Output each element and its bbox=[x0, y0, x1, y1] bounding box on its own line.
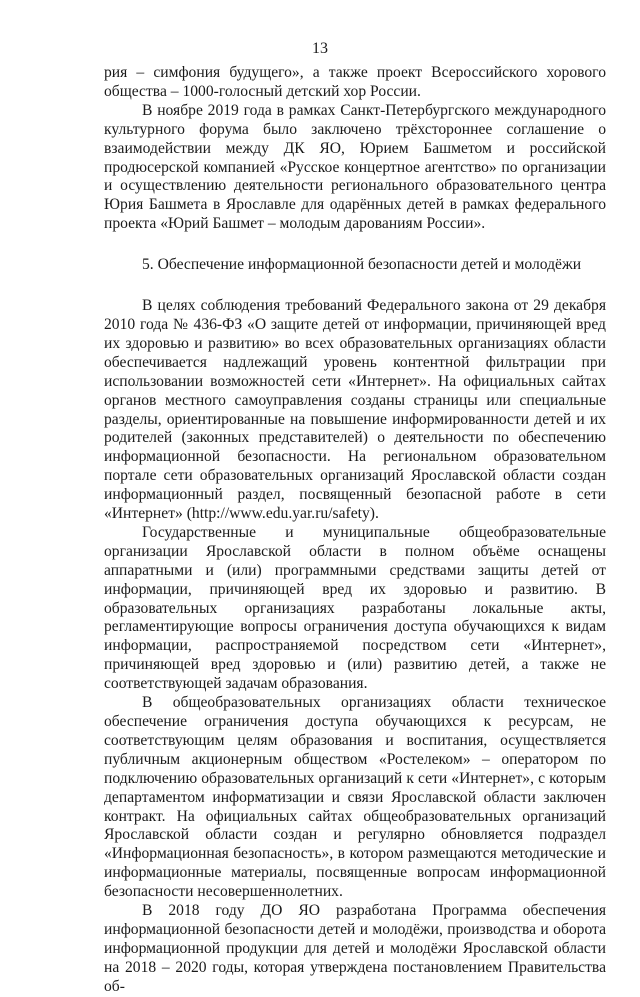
paragraph-program-2018: В 2018 году ДО ЯО разработана Программа обеспечения информационной безопасности детей и молодёжи, производства и оборота информационной продукции для детей и молодёжи Ярославской области на 2018 – 2020 годы, которая утверждена постановлением Правительства об- bbox=[104, 902, 606, 995]
paragraph-rostelecom: В общеобразовательных организациях области техническое обеспечение ограничения доступа обучающихся к ресурсам, не соответствующим целям образования и воспитания, осуществляется публичным акционерным обществом «Ростелеком» – оператором по подключению образовательных организаций к сети «Интернет», с которым департаментом информатизации и связи Ярославской области заключен контракт. На официальных сайтах общеобразовательных организаций Ярославской области создан и регулярно обновляется подраздел «Информационная безопасность», в котором размещаются методические и информационные материалы, посвященные вопросам информационной безопасности несовершеннолетних. bbox=[104, 694, 606, 901]
paragraph-continuation: рия – симфония будущего», а также проект Всероссийского хорового общества – 1000-голосный детский хор России. bbox=[104, 64, 606, 100]
section-heading: 5. Обеспечение информационной безопасности детей и молодёжи bbox=[142, 256, 582, 274]
paragraph-bashmet-agreement: В ноябре 2019 года в рамках Санкт-Петербургского международного культурного форума было заключено трёхстороннее соглашение о взаимодействии между ДК ЯО, Юрием Башметом и российской продюсерской компанией «Русское концертное агентство» по организации и осуществлению деятельности регионального образовательного центра Юрия Башмета в Ярославле для одарённых детей в рамках федерального проекта «Юрий Башмет – молодым дарованиям России». bbox=[104, 101, 606, 233]
page-number: 13 bbox=[312, 40, 328, 57]
paragraph-equipment: Государственные и муниципальные общеобразовательные организации Ярославской области в полном объёме оснащены аппаратными и (или) программными средствами защиты детей от информации, причиняющей вред их здоровью и развитию. В образовательных организациях разработаны локальные акты, регламентирующие вопросы ограничения доступа обучающихся к видам информации, распространяемой посредством сети «Интернет», причиняющей вред здоровью и (или) развитию детей, а также не соответствующей задачам образования. bbox=[104, 523, 606, 693]
document-body bbox=[104, 64, 606, 997]
paragraph-federal-law: В целях соблюдения требований Федерального закона от 29 декабря 2010 года № 436-ФЗ «О защите детей от информации, причиняющей вред их здоровью и развитию» во всех образовательных организациях области обеспечивается надлежащий уровень контентной фильтрации при использовании возможностей сети «Интернет». На официальных сайтах органов местного самоуправления созданы страницы или специальные разделы, ориентированные на повышение информированности детей и их родителей (законных представителей) о деятельности по обеспечению информационной безопасности. На региональном образовательном портале сети образовательных организаций Ярославской области создан информационный раздел, посвященный безопасной работе в сети «Интернет» (http://www.edu.yar.ru/safety). bbox=[104, 297, 606, 523]
